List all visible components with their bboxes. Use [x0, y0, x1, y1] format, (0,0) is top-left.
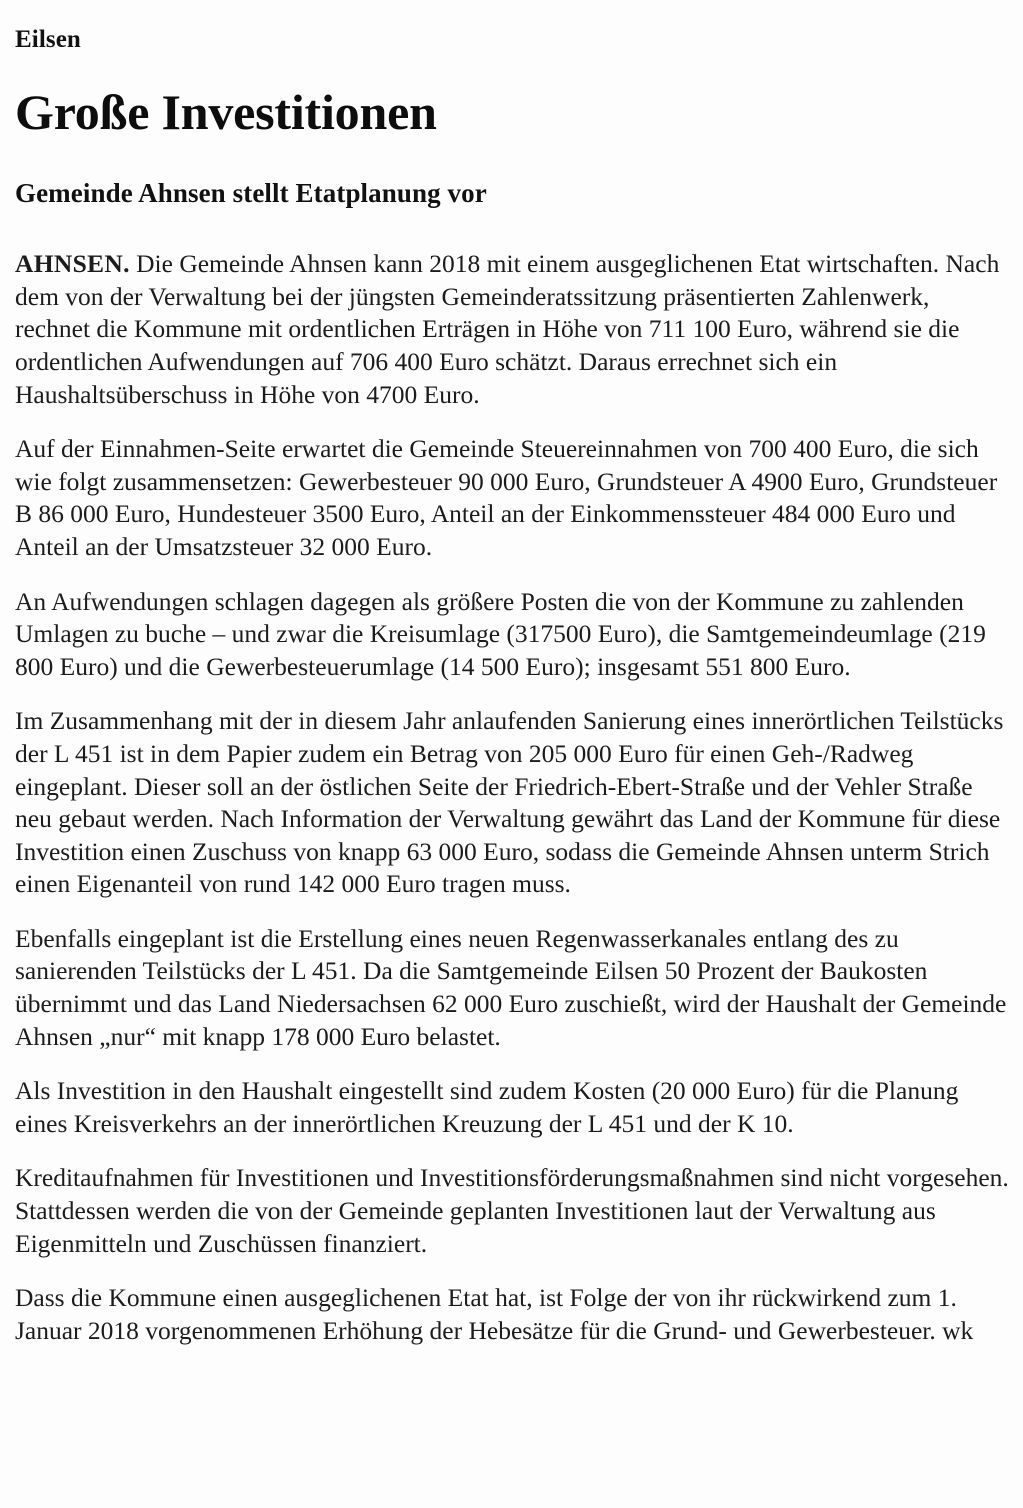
article-headline: Große Investitionen — [15, 84, 437, 140]
article-subheadline: Gemeinde Ahnsen stellt Etatplanung vor — [15, 177, 487, 208]
paragraph-regenwasserkanal: Ebenfalls eingeplant ist die Erstellung eines neuen Regenwasserkanales entlang des zu sanierenden Teilstücks der L 451. Da die Samtgemeinde Eilsen 50 Prozent der Baukosten übernimmt und das Land Niedersachsen 62 000 Euro zuschießt, wird der Haushalt der Gemeinde Ahnsen „nur“ mit knapp 178 000 Euro belastet. — [15, 923, 1007, 1051]
paragraph-lead — [15, 248, 1010, 411]
article-body — [15, 248, 1010, 1347]
paragraph-kreisverkehr: Als Investition in den Haushalt eingestellt sind zudem Kosten (20 000 Euro) für die Planung eines Kreisverkehrs an der innerörtlichen Kreuzung der L 451 und der K 10. — [15, 1076, 959, 1138]
article-kicker: Eilsen — [15, 26, 81, 53]
paragraph-sanierung: Im Zusammenhang mit der in diesem Jahr anlaufenden Sanierung eines innerörtlichen Teilstücks der L 451 ist in dem Papier zudem ein Betrag von 205 000 Euro für einen Geh-/Radweg eingeplant. Dieser soll an der östlichen Seite der Friedrich-Ebert-Straße und der Vehler Straße neu gebaut werden. Nach Information der Verwaltung gewährt das Land der Kommune für diese Investition einen Zuschuss von knapp 63 000 Euro, sodass die Gemeinde Ahnsen unterm Strich einen Eigenanteil von rund 142 000 Euro tragen muss. — [15, 706, 1004, 899]
news-article — [15, 26, 1010, 1347]
article-dateline: AHNSEN. — [15, 249, 130, 279]
paragraph-aufwendungen: An Aufwendungen schlagen dagegen als größere Posten die von der Kommune zu zahlenden Umlagen zu buche – und zwar die Kreisumlage (317500 Euro), die Samtgemeindeumlage (219 800 Euro) und die Gewerbesteuerumlage (14 500 Euro); insgesamt 551 800 Euro. — [15, 586, 986, 681]
paragraph-lead-text: Die Gemeinde Ahnsen kann 2018 mit einem ausgeglichenen Etat wirtschaften. Nach dem von der Verwaltung bei der jüngsten Gemeinderatssitzung präsentierten Zahlenwerk, rechnet die Kommune mit ordentlichen Erträgen in Höhe von 711 100 Euro, während sie die ordentlichen Aufwendungen auf 706 400 Euro schätzt. Daraus errechnet sich ein Haushaltsüberschuss in Höhe von 4700 Euro. — [15, 249, 1000, 409]
paragraph-kredite: Kreditaufnahmen für Investitionen und Investitionsförderungsmaßnahmen sind nicht vorgesehen. Stattdessen werden die von der Gemeinde geplanten Investitionen laut der Verwaltung aus Eigenmitteln und Zuschüssen finanziert. — [15, 1163, 1009, 1258]
paragraph-einnahmen: Auf der Einnahmen-Seite erwartet die Gemeinde Steuereinnahmen von 700 400 Euro, die sich wie folgt zusammensetzen: Gewerbesteuer 90 000 Euro, Grundsteuer A 4900 Euro, Grundsteuer B 86 000 Euro, Hundesteuer 3500 Euro, Anteil an der Einkommenssteuer 484 000 Euro und Anteil an der Umsatzsteuer 32 000 Euro. — [15, 434, 998, 561]
paragraph-hebesaetze: Dass die Kommune einen ausgeglichenen Etat hat, ist Folge der von ihr rückwirkend zum 1. Januar 2018 vorgenommenen Erhöhung der Hebesätze für die Grund- und Gewerbesteuer. wk — [15, 1283, 974, 1345]
